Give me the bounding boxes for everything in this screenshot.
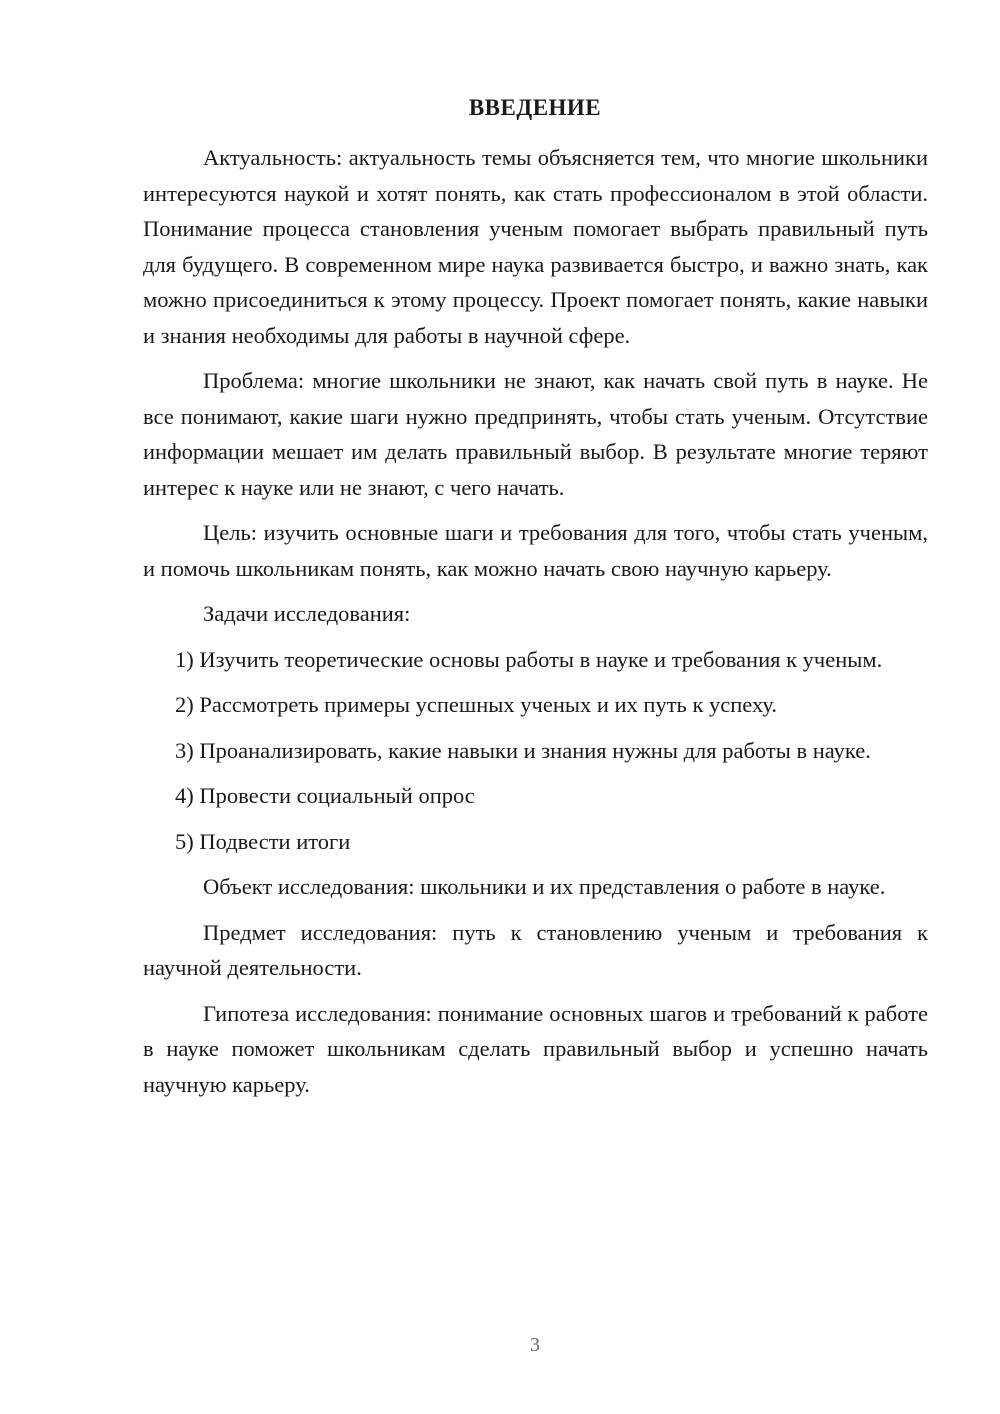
page-title: ВВЕДЕНИЕ <box>468 95 602 120</box>
task-item-2: 2) Рассмотреть примеры успешных ученых и их путь к успеху. <box>175 692 777 717</box>
task-item-5: 5) Подвести итоги <box>175 828 351 854</box>
task-item-4: 4) Провести социальный опрос <box>175 783 475 808</box>
paragraph-problem: Проблема: многие школьники не знают, как начать свой путь в науке. Не все понимают, какие шаги нужно предпринять, чтобы стать ученым. Отсутствие информации мешает им делать правильный выбор. В результате многие теряют интерес к науке или не знают, с чего начать. <box>143 368 928 500</box>
paragraph-subject: Предмет исследования: путь к становлению ученым и требования к научной деятельности. <box>143 919 928 980</box>
task-item-3: 3) Проанализировать, какие навыки и знания нужны для работы в науке. <box>175 737 871 763</box>
paragraph-relevance: Актуальность: актуальность темы объясняется тем, что многие школьники интересуются наукой и хотят понять, как стать профессионалом в этой области. Понимание процесса становления ученым помогает выбрать правильный путь для будущего. В современном мире наука развивается быстро, и важно знать, как можно присоединиться к этому процессу. Проект помогает понять, какие навыки и знания необходимы для работы в научной сфере. <box>143 145 928 348</box>
paragraph-goal: Цель: изучить основные шаги и требования для того, чтобы стать ученым, и помочь школьникам понять, как можно начать свою научную карьеру. <box>143 520 928 581</box>
page-number: 3 <box>530 1334 540 1356</box>
task-item-1: 1) Изучить теоретические основы работы в науке и требования к ученым. <box>175 646 883 672</box>
tasks-heading: Задачи исследования: <box>203 601 411 626</box>
paragraph-hypothesis: Гипотеза исследования: понимание основных шагов и требований к работе в науке поможет школьникам сделать правильный выбор и успешно начать научную карьеру. <box>143 1000 928 1097</box>
document-body <box>143 140 928 1112</box>
paragraph-object: Объект исследования: школьники и их представления о работе в науке. <box>203 874 886 899</box>
